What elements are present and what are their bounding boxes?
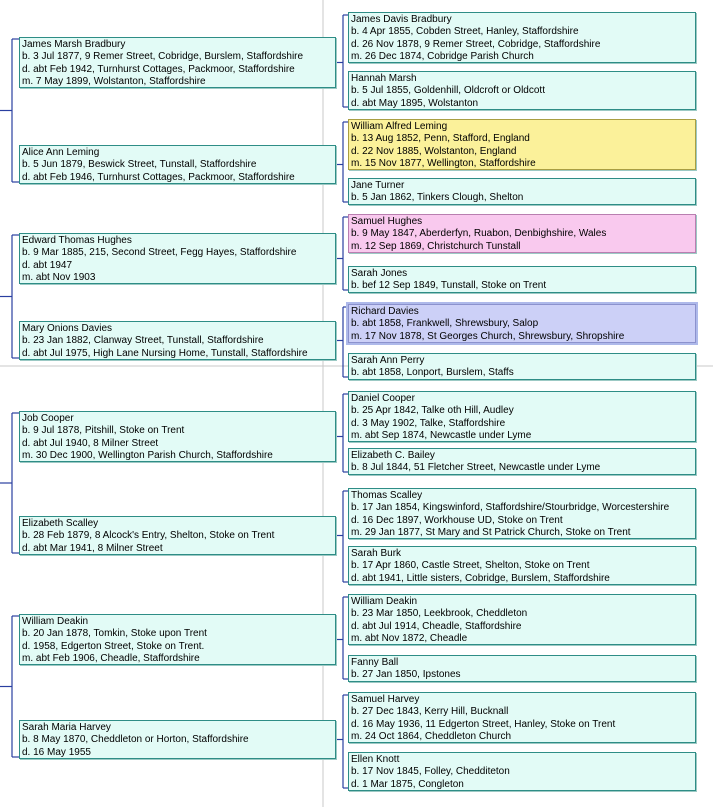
person-fact: b. 17 Jan 1854, Kingswinford, Staffordshire/Stourbridge, Worcestershire (351, 502, 670, 514)
grandparent-box-12[interactable] (348, 546, 696, 585)
grandparent-box-5[interactable] (348, 214, 696, 253)
person-fact: m. abt Nov 1872, Cheadle (351, 633, 468, 645)
person-fact: m. 29 Jan 1877, St Mary and St Patrick Church, Stoke on Trent (351, 527, 631, 539)
grandparent-box-15[interactable] (348, 692, 696, 743)
person-fact: b. 9 May 1847, Aberderfyn, Ruabon, Denbighshire, Wales (351, 228, 607, 240)
parent-box-3[interactable] (19, 233, 336, 284)
person-name: Fanny Ball (351, 657, 399, 668)
person-fact: m. 7 May 1899, Wolstanton, Staffordshire (22, 76, 206, 88)
person-fact: d. abt May 1895, Wolstanton (351, 97, 479, 109)
person-name: Samuel Harvey (351, 694, 420, 705)
person-fact: b. 20 Jan 1878, Tomkin, Stoke upon Trent (22, 628, 207, 640)
person-name: Job Cooper (22, 413, 74, 424)
person-fact: b. 4 Apr 1855, Cobden Street, Hanley, Staffordshire (351, 26, 579, 38)
person-name: Sarah Jones (351, 268, 408, 279)
grandparent-box-16[interactable] (348, 752, 696, 791)
person-fact: b. bef 12 Sep 1849, Tunstall, Stoke on Trent (351, 280, 547, 292)
grandparent-box-8[interactable] (348, 353, 696, 380)
grandparent-box-3[interactable] (348, 119, 696, 170)
person-fact: m. abt Feb 1906, Cheadle, Staffordshire (22, 653, 200, 665)
person-fact: b. 23 Mar 1850, Leekbrook, Cheddleton (351, 608, 528, 620)
person-name: Mary Onions Davies (22, 323, 113, 334)
person-fact: b. 23 Jan 1882, Clanway Street, Tunstall, Staffordshire (22, 335, 264, 347)
person-fact: d. 16 May 1955 (22, 746, 91, 758)
person-name: Richard Davies (351, 306, 419, 317)
person-name: William Alfred Leming (351, 121, 448, 132)
person-fact: m. abt Sep 1874, Newcastle under Lyme (351, 430, 532, 442)
person-fact: b. 3 Jul 1877, 9 Remer Street, Cobridge, Burslem, Staffordshire (22, 51, 304, 63)
person-fact: d. 3 May 1902, Talke, Staffordshire (351, 417, 506, 429)
person-name: Ellen Knott (351, 754, 400, 765)
parent-box-4[interactable] (19, 321, 336, 360)
grandparent-box-9[interactable] (348, 391, 696, 442)
person-fact: b. abt 1858, Frankwell, Shrewsbury, Salop (351, 318, 539, 330)
grandparent-box-1[interactable] (348, 12, 696, 63)
person-fact: b. 27 Dec 1843, Kerry Hill, Bucknall (351, 706, 509, 718)
person-fact: d. 1958, Edgerton Street, Stoke on Trent. (22, 640, 205, 652)
person-name: Samuel Hughes (351, 216, 423, 227)
parent-box-7[interactable] (19, 614, 336, 665)
person-name: Elizabeth Scalley (22, 518, 99, 529)
person-name: Sarah Maria Harvey (22, 722, 111, 733)
parent-box-1[interactable] (19, 37, 336, 88)
person-fact: d. 16 May 1936, 11 Edgerton Street, Hanley, Stoke on Trent (351, 718, 616, 730)
person-fact: m. abt Nov 1903 (22, 272, 96, 284)
grandparent-box-13[interactable] (348, 594, 696, 645)
person-fact: d. abt Feb 1946, Turnhurst Cottages, Packmoor, Staffordshire (22, 171, 295, 183)
person-fact: m. 17 Nov 1878, St Georges Church, Shrewsbury, Shropshire (351, 330, 625, 342)
person-fact: d. abt Mar 1941, 8 Milner Street (22, 542, 163, 554)
person-fact: d. 16 Dec 1897, Workhouse UD, Stoke on Trent (351, 514, 563, 526)
grandparent-box-6[interactable] (348, 266, 696, 293)
person-fact: b. 25 Apr 1842, Talke oth Hill, Audley (351, 405, 514, 417)
person-fact: m. 12 Sep 1869, Christchurch Tunstall (351, 240, 521, 252)
person-name: Edward Thomas Hughes (22, 235, 132, 246)
person-fact: d. abt 1947 (22, 259, 73, 271)
grandparent-box-11[interactable] (348, 488, 696, 539)
parent-box-8[interactable] (19, 720, 336, 759)
person-fact: b. 17 Nov 1845, Folley, Chedditeton (351, 766, 510, 778)
person-name: James Marsh Bradbury (22, 39, 126, 50)
person-fact: b. 28 Feb 1879, 8 Alcock's Entry, Shelton, Stoke on Trent (22, 530, 275, 542)
parent-box-5[interactable] (19, 411, 336, 462)
person-fact: b. 5 Jun 1879, Beswick Street, Tunstall, Staffordshire (22, 159, 257, 171)
grandparent-box-2[interactable] (348, 71, 696, 110)
person-fact: m. 26 Dec 1874, Cobridge Parish Church (351, 51, 534, 63)
person-fact: m. 15 Nov 1877, Wellington, Staffordshire (351, 158, 536, 170)
person-fact: b. 13 Aug 1852, Penn, Stafford, England (351, 133, 530, 145)
person-fact: b. 9 Mar 1885, 215, Second Street, Fegg Hayes, Staffordshire (22, 247, 297, 259)
person-fact: d. 26 Nov 1878, 9 Remer Street, Cobridge, Staffordshire (351, 38, 601, 50)
grandparent-box-14[interactable] (348, 655, 696, 682)
person-fact: d. abt Jul 1914, Cheadle, Staffordshire (351, 620, 522, 632)
person-fact: b. abt 1858, Lonport, Burslem, Staffs (351, 367, 514, 379)
person-fact: b. 5 Jul 1855, Goldenhill, Oldcroft or Oldcott (351, 85, 545, 97)
person-name: Daniel Cooper (351, 393, 415, 404)
person-name: William Deakin (351, 596, 418, 607)
person-fact: b. 8 May 1870, Cheddleton or Horton, Staffordshire (22, 734, 249, 746)
person-fact: b. 8 Jul 1844, 51 Fletcher Street, Newcastle under Lyme (351, 462, 601, 474)
person-name: Sarah Burk (351, 548, 402, 559)
person-fact: d. abt Jul 1940, 8 Milner Street (22, 437, 159, 449)
person-name: Elizabeth C. Bailey (351, 450, 435, 461)
person-fact: m. 24 Oct 1864, Cheddleton Church (351, 731, 512, 743)
person-fact: d. 1 Mar 1875, Congleton (351, 778, 464, 790)
person-name: Alice Ann Leming (22, 147, 100, 158)
parent-box-2[interactable] (19, 145, 336, 184)
person-fact: b. 5 Jan 1862, Tinkers Clough, Shelton (351, 192, 524, 204)
person-fact: b. 17 Apr 1860, Castle Street, Shelton, Stoke on Trent (351, 560, 590, 572)
grandparent-box-7[interactable] (348, 304, 696, 343)
person-name: James Davis Bradbury (351, 14, 452, 25)
person-fact: d. abt 1941, Little sisters, Cobridge, Burslem, Staffordshire (351, 572, 610, 584)
person-fact: d. 22 Nov 1885, Wolstanton, England (351, 145, 517, 157)
person-name: Sarah Ann Perry (351, 355, 425, 366)
person-fact: d. abt Feb 1942, Turnhurst Cottages, Packmoor, Staffordshire (22, 63, 295, 75)
person-fact: d. abt Jul 1975, High Lane Nursing Home, Tunstall, Staffordshire (22, 347, 308, 359)
person-fact: b. 27 Jan 1850, Ipstones (351, 669, 461, 681)
person-name: William Deakin (22, 616, 89, 627)
person-fact: b. 9 Jul 1878, Pitshill, Stoke on Trent (22, 425, 185, 437)
person-name: Hannah Marsh (351, 73, 417, 84)
person-fact: m. 30 Dec 1900, Wellington Parish Church, Staffordshire (22, 450, 273, 462)
parent-box-6[interactable] (19, 516, 336, 555)
person-name: Thomas Scalley (351, 490, 423, 501)
grandparent-box-10[interactable] (348, 448, 696, 475)
person-name: Jane Turner (351, 180, 405, 191)
grandparent-box-4[interactable] (348, 178, 696, 205)
